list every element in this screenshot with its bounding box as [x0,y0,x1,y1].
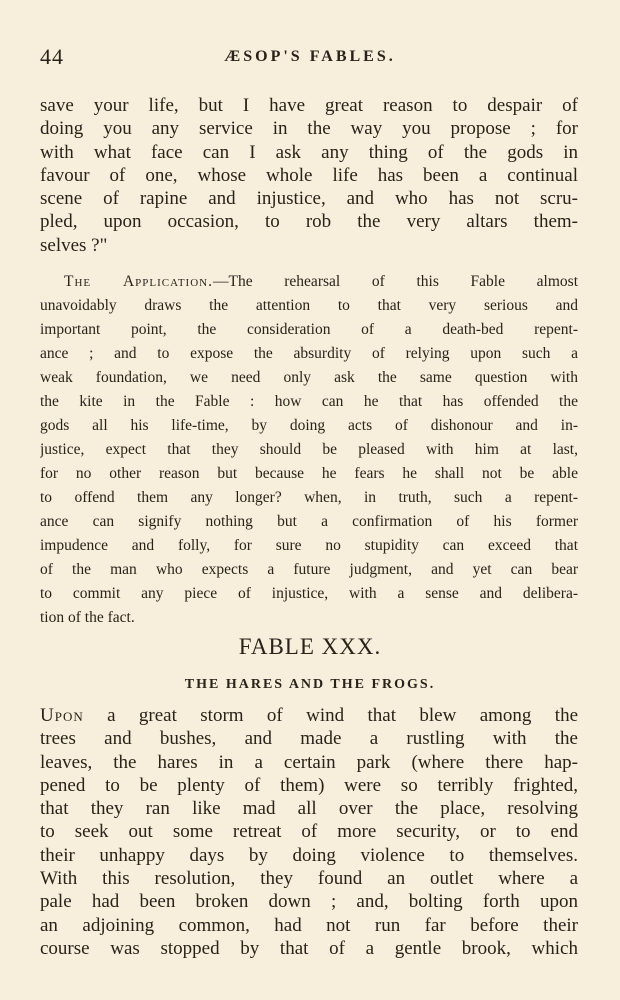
text-line: leaves, the hares in a certain park (where there hap- [40,751,578,773]
text-line: tion of the fact. [40,609,135,626]
running-title: ÆSOP'S FABLES. [224,48,396,65]
text-line: gods all his life-time, by doing acts of dishonour and in- [40,417,578,434]
text-line: selves ?" [40,234,108,256]
text-line: favour of one, whose whole life has been a continual [40,164,578,186]
text-line: weak foundation, we need only ask the same question with [40,369,578,386]
fable-subtitle: THE HARES AND THE FROGS. [184,677,436,692]
fable-title: FABLE XXX. [238,634,382,659]
text-line: pened to be plenty of them) were so terribly frighted, [40,774,578,796]
text-line: With this resolution, they found an outlet where a [40,868,578,890]
text-line: unavoidably draws the attention to that very serious and [40,297,578,314]
text-line: ance can signify nothing but a confirmation of his former [40,513,578,530]
text-line: the kite in the Fable : how can he that has offended the [40,393,578,410]
text-line: scene of rapine and injustice, and who has not scru- [40,188,578,210]
page-number: 44 [40,44,64,69]
text-line: pale had been broken down ; and, bolting forth upon [40,891,578,913]
text-line: with what face can I ask any thing of the gods in [40,141,578,163]
text-line: save your life, but I have great reason to despair of [40,95,578,116]
fable-paragraph [40,704,578,960]
application-paragraph [40,270,578,630]
text-line: ance ; and to expose the absurdity of relying upon such a [40,345,578,362]
continuation-paragraph [40,94,578,257]
text-line: that they ran like mad all over the place, resolving [40,798,578,820]
text-line: their unhappy days by doing violence to themselves. [40,844,578,866]
fable-first-line-text: a great storm of wind that blew among the [83,705,578,726]
text-line: doing you any service in the way you propose ; for [40,118,578,140]
text-line: pled, upon occasion, to rob the very altars them- [40,211,578,233]
text-line: impudence and folly, for sure no stupidity can exceed that [40,537,578,554]
fable-first-word: Upon [40,705,84,726]
text-line: to seek out some retreat of more security, or to end [40,821,578,843]
application-first-line-text: —The rehearsal of this Fable almost [212,273,578,290]
application-first-line [40,270,578,294]
text-line: an adjoining common, had not run far before their [40,914,578,936]
text-line: important point, the consideration of a death-bed repent- [40,321,578,338]
text-line: of the man who expects a future judgment, and yet can bear [40,561,578,578]
text-line: to commit any piece of injustice, with a sense and delibera- [40,585,578,602]
text-line: trees and bushes, and made a rustling with the [40,728,578,750]
application-label: The Application. [64,273,213,290]
fable-first-line [40,704,578,727]
text-line: for no other reason but because he fears he shall not be able [40,465,578,482]
text-line: course was stopped by that of a gentle brook, which [40,937,578,959]
text-line: to offend them any longer? when, in truth, such a repent- [40,489,578,506]
text-line: justice, expect that they should be pleased with him at last, [40,441,578,458]
